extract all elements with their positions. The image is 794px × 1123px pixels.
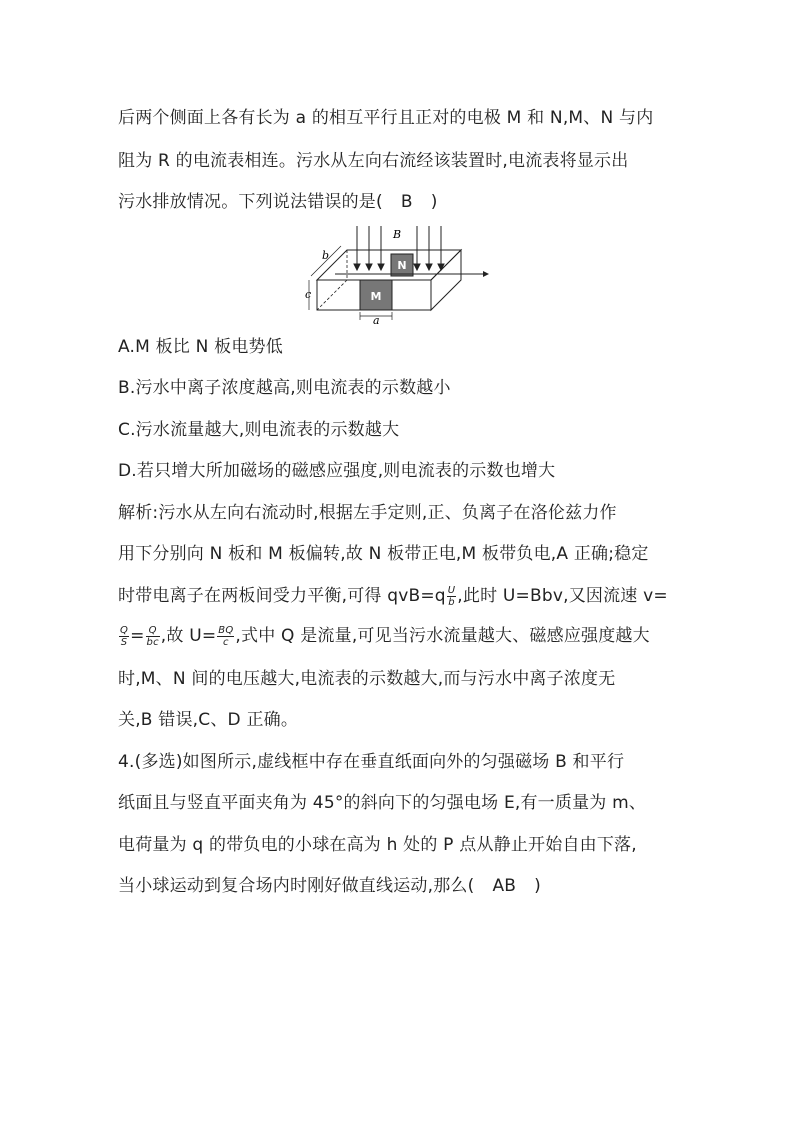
- dimension-a-label: a: [373, 314, 380, 324]
- analysis-line: 时,M、N 间的电压越大,电流表的示数越大,而与污水中离子浓度无: [118, 669, 616, 689]
- fraction-bq-over-c: [217, 625, 234, 648]
- option-c: C.污水流量越大,则电流表的示数越大: [118, 420, 400, 440]
- analysis-line: 解析:污水从左向右流动时,根据左手定则,正、负离子在洛伦兹力作: [118, 503, 617, 523]
- analysis-text: ,式中 Q 是流量,可见当污水流量越大、磁感应强度越大: [235, 626, 650, 646]
- problem-text-line: [118, 874, 541, 898]
- analysis-line: [118, 624, 650, 648]
- problem-text-line: [118, 190, 438, 214]
- problem-text-line: 后两个侧面上各有长为 a 的相互平行且正对的电极 M 和 N,M、N 与内: [118, 108, 654, 128]
- problem-text-line: 4.(多选)如图所示,虚线框中存在垂直纸面向外的匀强磁场 B 和平行: [118, 752, 625, 772]
- fraction-denominator: bc: [146, 636, 159, 648]
- fraction-denominator: b: [448, 596, 455, 608]
- question-stem: 污水排放情况。下列说法错误的是(: [118, 192, 383, 212]
- fraction-numerator: Q: [146, 625, 160, 637]
- question-stem: 当小球运动到复合场内时刚好做直线运动,那么(: [118, 876, 475, 896]
- option-d: D.若只增大所加磁场的磁感应强度,则电流表的示数也增大: [118, 461, 556, 481]
- fraction-numerator: Q: [120, 624, 129, 636]
- analysis-text: ,此时 U=Bbv,又因流速 v=: [457, 586, 668, 606]
- problem-text-line: 纸面且与竖直平面夹角为 45°的斜向下的匀强电场 E,有一质量为 m、: [118, 793, 647, 813]
- flow-arrow-head: [483, 271, 489, 277]
- analysis-text: 时带电离子在两板间受力平衡,可得 qvB=q: [118, 586, 446, 606]
- problem-text-line: 电荷量为 q 的带负电的小球在高为 h 处的 P 点从静止开始自由下落,: [118, 835, 637, 855]
- analysis-line: [118, 584, 668, 608]
- magnetic-field-label: B: [393, 228, 402, 241]
- analysis-line: 用下分别向 N 板和 M 板偏转,故 N 板带正电,M 板带负电,A 正确;稳定: [118, 544, 649, 564]
- fraction-q-over-bc: [146, 625, 160, 648]
- option-b: B.污水中离子浓度越高,则电流表的示数越小: [118, 378, 451, 398]
- analysis-line: 关,B 错误,C、D 正确。: [118, 710, 299, 730]
- answer-choice: B: [400, 192, 413, 212]
- answer-choice: AB: [492, 876, 517, 896]
- paren-close: ): [430, 192, 438, 212]
- flowmeter-figure: [305, 224, 495, 324]
- electrode-m-label: M: [370, 290, 382, 303]
- fraction-u-over-b: [447, 585, 457, 608]
- dimension-b-label: b: [322, 249, 330, 262]
- box-right-face: [431, 250, 461, 310]
- equals-sign: =: [130, 626, 145, 646]
- option-a: A.M 板比 N 板电势低: [118, 337, 283, 357]
- fraction-numerator: BQ: [218, 624, 234, 636]
- analysis-text: ,故 U=: [160, 626, 217, 646]
- fraction-denominator: S: [120, 636, 128, 648]
- fraction-denominator: c: [223, 636, 229, 648]
- fraction-numerator: U: [447, 584, 456, 596]
- hidden-edge: [317, 280, 347, 310]
- dimension-c-label: c: [305, 288, 312, 301]
- paren-close: ): [534, 876, 541, 896]
- fraction-q-over-s: [119, 625, 129, 648]
- electrode-n-label: N: [397, 259, 407, 272]
- problem-text-line: 阻为 R 的电流表相连。污水从左向右流经该装置时,电流表将显示出: [118, 151, 629, 171]
